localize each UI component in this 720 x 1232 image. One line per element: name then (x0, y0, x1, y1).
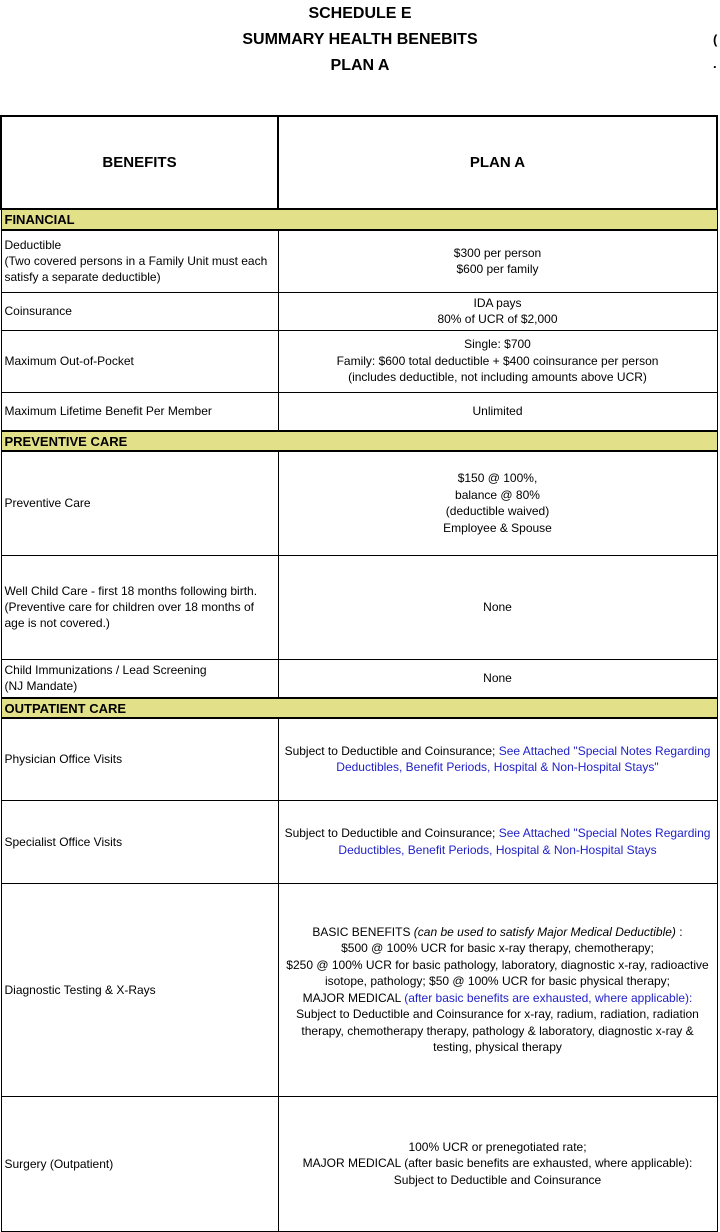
col-header-plan: PLAN A (278, 116, 717, 209)
table-row (1, 230, 717, 292)
plan-line: Employee & Spouse (443, 520, 552, 535)
table-row (1, 659, 717, 698)
section-label: FINANCIAL (1, 209, 717, 230)
plan-text: Subject to Deductible and Coinsurance; (284, 826, 499, 840)
benefit-cell: Preventive Care (1, 451, 278, 555)
edge-mark-bottom: . (713, 56, 717, 71)
benefit-cell: Maximum Lifetime Benefit Per Member (1, 392, 278, 431)
plan-cell (278, 230, 717, 292)
benefit-cell: Coinsurance (1, 292, 278, 330)
schedule-title: SCHEDULE E (308, 5, 412, 22)
edge-mark-top: ( (713, 32, 718, 47)
plan-line: Family: $600 total deductible + $400 coinsurance per person (336, 353, 659, 368)
section-financial (1, 209, 717, 230)
plan-line: IDA pays (473, 295, 522, 310)
benefit-cell: Physician Office Visits (1, 718, 278, 800)
benefit-cell (1, 230, 278, 292)
benefits-table (0, 115, 718, 1232)
plan-line: 100% UCR or prenegotiated rate; (408, 1139, 587, 1154)
plan-cell (278, 1096, 717, 1231)
section-preventive (1, 431, 717, 451)
plan-cell (278, 451, 717, 555)
basic-colon: : (675, 924, 683, 939)
plan-line: 80% of UCR of $2,000 (437, 312, 558, 326)
benefit-note: (NJ Mandate) (4, 679, 78, 694)
table-row (1, 800, 717, 883)
table-row (1, 1096, 717, 1231)
plan-line: $150 @ 100%, (457, 471, 538, 486)
table-row (1, 451, 717, 555)
col-header-benefits: BENEFITS (1, 116, 278, 209)
table-row (1, 330, 717, 392)
plan-line: $250 @ 100% UCR for basic pathology, laboratory, diagnostic x-ray, radioactive isotope, pathology; $50 @ 100% UCR for basic physical therapy; (286, 957, 709, 988)
plan-cell (278, 800, 717, 883)
plan-line: (deductible waived) (445, 504, 550, 519)
basic-benefits-heading (282, 924, 714, 941)
plan-cell (278, 883, 717, 1096)
plan-line: Subject to Deductible and Coinsurance for x-ray, radium, radiation, radiation therapy, chemotherapy therapy, pathology & laboratory, diagnostic x-ray & testing, physical therapy (296, 1007, 699, 1054)
benefit-cell: Surgery (Outpatient) (1, 1096, 278, 1231)
benefit-cell: Maximum Out-of-Pocket (1, 330, 278, 392)
table-row (1, 392, 717, 431)
plan-line: balance @ 80% (455, 487, 540, 502)
summary-title: SUMMARY HEALTH BENEBITS (242, 31, 478, 48)
plan-cell (278, 330, 717, 392)
table-row (1, 555, 717, 659)
table-row (1, 883, 717, 1096)
benefit-cell: Diagnostic Testing & X-Rays (1, 883, 278, 1096)
benefit-note: (Two covered persons in a Family Unit must each satisfy a separate deductible) (4, 254, 268, 285)
plan-cell: Unlimited (278, 392, 717, 431)
major-medical-heading (282, 990, 714, 1007)
section-label: PREVENTIVE CARE (1, 431, 717, 451)
table-row (1, 292, 717, 330)
benefit-label: Child Immunizations / Lead Screening (4, 663, 207, 678)
plan-line: $300 per person (453, 245, 542, 260)
plan-line: Single: $700 (464, 337, 531, 352)
basic-note: (can be used to satisfy Major Medical Deductible) (413, 924, 676, 939)
special-notes-link[interactable]: See Attached "Special Notes Regarding Deductibles, Benefit Periods, Hospital & Non-Hospital Stays (338, 826, 711, 857)
plan-text: Subject to Deductible and Coinsurance; (284, 743, 499, 758)
basic-label: BASIC BENEFITS (312, 924, 414, 939)
major-note: (after basic benefits are exhausted, where applicable): (404, 990, 693, 1005)
benefit-cell (1, 659, 278, 698)
plan-line: $500 @ 100% UCR for basic x-ray therapy, chemotherapy; (341, 941, 654, 955)
section-outpatient (1, 698, 717, 718)
table-header-row (1, 116, 717, 209)
plan-cell (278, 292, 717, 330)
plan-cell: None (278, 659, 717, 698)
benefit-cell: Well Child Care - first 18 months following birth. (Preventive care for children over 18 months of age is not covered.) (1, 555, 278, 659)
plan-line: (includes deductible, not including amounts above UCR) (348, 370, 647, 385)
plan-title: PLAN A (330, 57, 390, 74)
plan-cell (278, 718, 717, 800)
plan-cell: None (278, 555, 717, 659)
major-label: MAJOR MEDICAL (302, 990, 405, 1005)
section-label: OUTPATIENT CARE (1, 698, 717, 718)
plan-line: $600 per family (456, 262, 539, 277)
plan-line: Subject to Deductible and Coinsurance (393, 1172, 602, 1187)
plan-line: MAJOR MEDICAL (after basic benefits are exhausted, where applicable): (302, 1156, 693, 1171)
special-notes-link[interactable]: See Attached "Special Notes Regarding Deductibles, Benefit Periods, Hospital & Non-Hospital Stays" (336, 743, 711, 775)
table-row (1, 718, 717, 800)
benefit-label: Deductible (4, 238, 62, 253)
benefit-cell: Specialist Office Visits (1, 800, 278, 883)
